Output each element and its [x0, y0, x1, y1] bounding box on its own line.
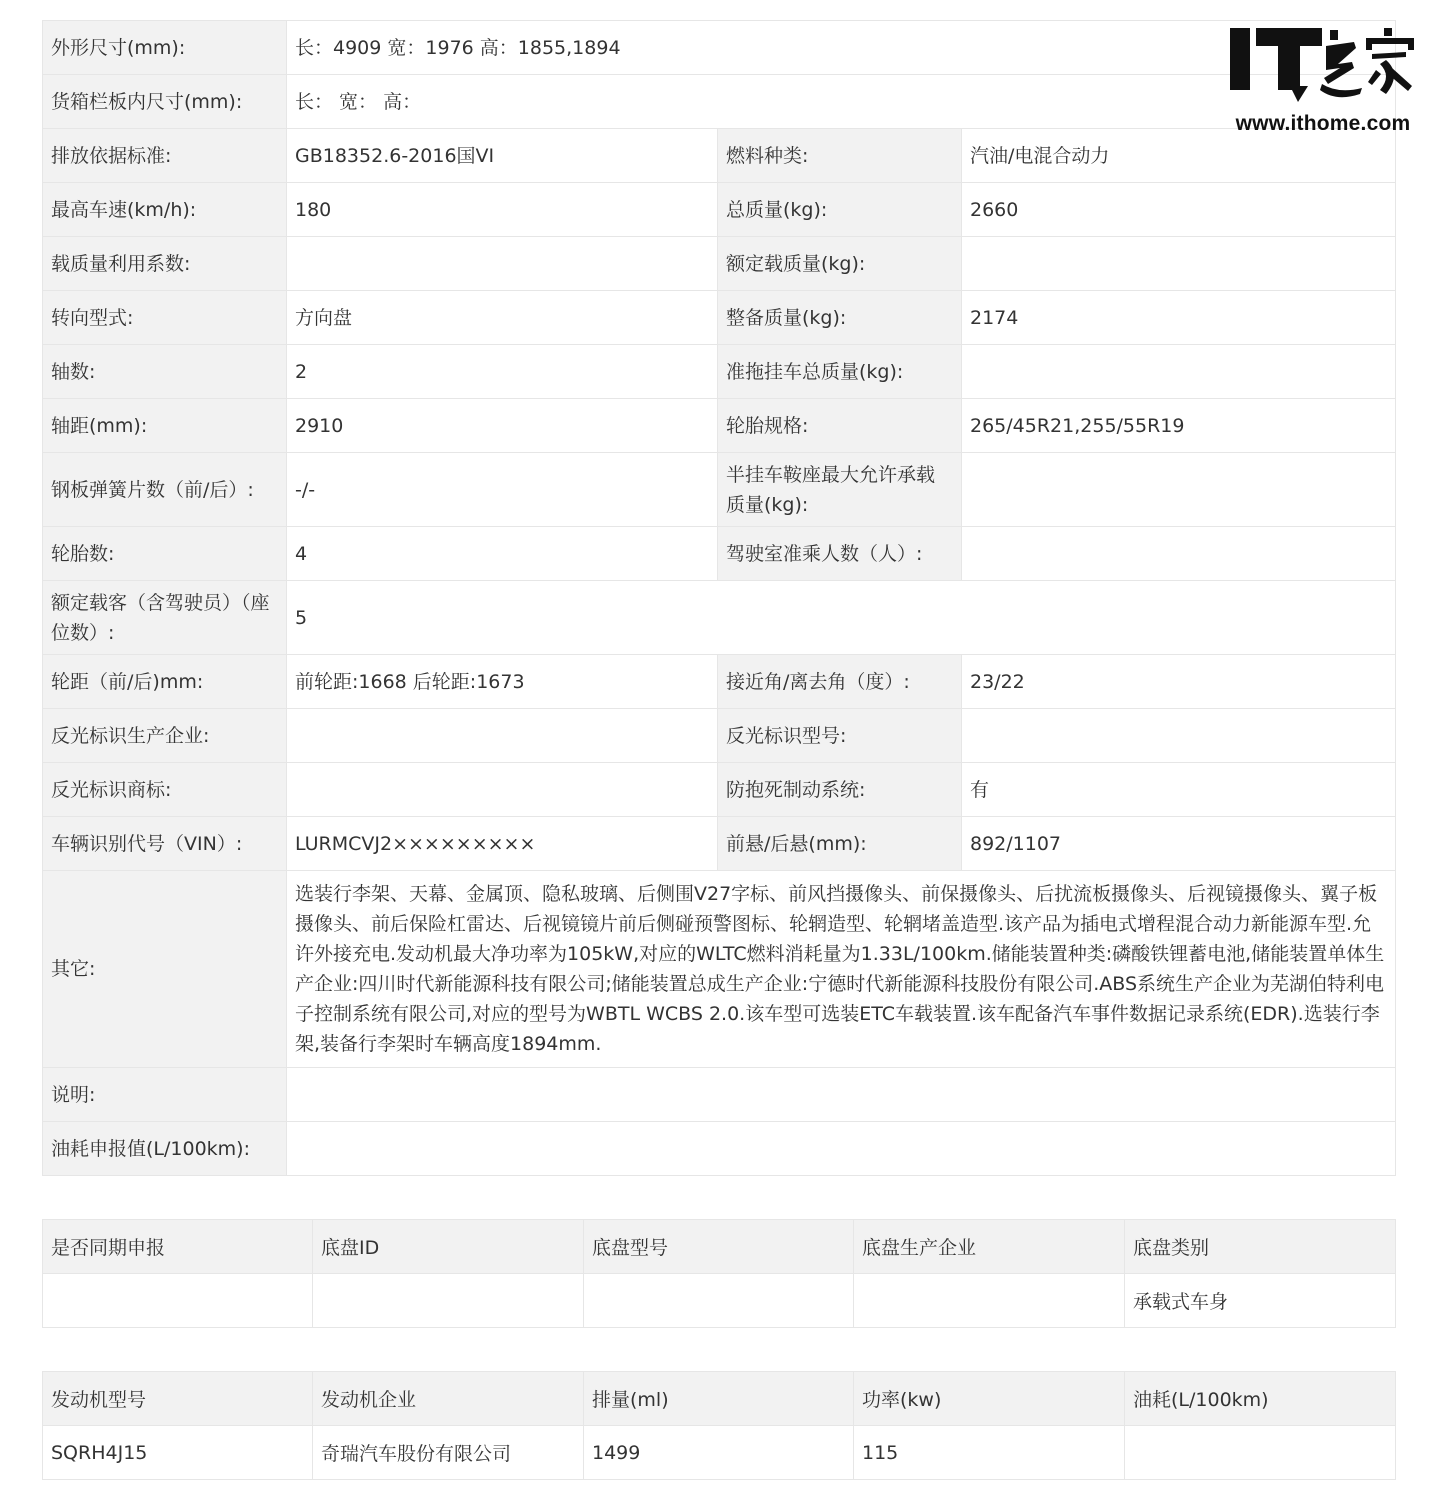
tire-count-value: 4 — [287, 527, 718, 581]
chassis-table — [42, 1219, 1396, 1328]
fuel-type-value: 汽油/电混合动力 — [962, 129, 1396, 183]
table-row — [43, 709, 1396, 763]
chassis-header-cell: 底盘型号 — [584, 1220, 854, 1274]
chassis-cell — [43, 1274, 313, 1328]
table-row — [43, 655, 1396, 709]
max-speed-label: 最高车速(km/h): — [43, 183, 287, 237]
spec-table — [42, 20, 1396, 1176]
other-label: 其它: — [43, 871, 287, 1068]
overhang-value: 892/1107 — [962, 817, 1396, 871]
steering-label: 转向型式: — [43, 291, 287, 345]
cargo-box-label: 货箱栏板内尺寸(mm): — [43, 75, 287, 129]
engine-cell: 奇瑞汽车股份有限公司 — [313, 1426, 584, 1480]
leaf-springs-label: 钢板弹簧片数（前/后）: — [43, 453, 287, 527]
table-row — [43, 399, 1396, 453]
ithome-logo-icon — [1226, 24, 1420, 110]
notes-value — [287, 1068, 1396, 1122]
table-row — [43, 1274, 1396, 1328]
abs-label: 防抱死制动系统: — [718, 763, 962, 817]
trailer-mass-value — [962, 345, 1396, 399]
chassis-cell — [313, 1274, 584, 1328]
cab-passengers-label: 驾驶室准乘人数（人）: — [718, 527, 962, 581]
tire-spec-value: 265/45R21,255/55R19 — [962, 399, 1396, 453]
total-mass-label: 总质量(kg): — [718, 183, 962, 237]
engine-header-cell: 发动机企业 — [313, 1372, 584, 1426]
engine-header-cell: 功率(kw) — [854, 1372, 1125, 1426]
wheelbase-value: 2910 — [287, 399, 718, 453]
engine-header-cell: 发动机型号 — [43, 1372, 313, 1426]
chassis-cell: 承载式车身 — [1125, 1274, 1396, 1328]
tire-count-label: 轮胎数: — [43, 527, 287, 581]
other-value: 选装行李架、天幕、金属顶、隐私玻璃、后侧围V27字标、前风挡摄像头、前保摄像头、后扰流板摄像头、后视镜摄像头、翼子板摄像头、前后保险杠雷达、后视镜镜片前后侧碰预警图标、轮辋造型、轮辋堵盖造型.该产品为插电式增程混合动力新能源车型.允许外接充电.发动机最大净功率为105kW,对应的WLTC燃料消耗量为1.33L/100km.储能装置种类:磷酸铁锂蓄电池,储能装置单体生产企业:四川时代新能源科技有限公司;储能装置总成生产企业:宁德时代新能源科技股份有限公司.ABS系统生产企业为芜湖伯特利电子控制系统有限公司,对应的型号为WBTL WCBS 2.0.该车型可选装ETC车载装置.该车配备汽车事件数据记录系统(EDR).选装行李架,装备行李架时车辆高度1894mm. — [287, 871, 1396, 1068]
table-row — [43, 291, 1396, 345]
rated-passengers-label: 额定载客（含驾驶员）（座位数）: — [43, 581, 287, 655]
table-row — [43, 1068, 1396, 1122]
steering-value: 方向盘 — [287, 291, 718, 345]
table-row — [43, 581, 1396, 655]
table-row — [43, 453, 1396, 527]
fuel-type-label: 燃料种类: — [718, 129, 962, 183]
vin-value: LURMCVJ2××××××××× — [287, 817, 718, 871]
table-row — [43, 237, 1396, 291]
table-header-row — [43, 1220, 1396, 1274]
table-row — [43, 871, 1396, 1068]
table-header-row — [43, 1372, 1396, 1426]
curb-weight-label: 整备质量(kg): — [718, 291, 962, 345]
ithome-watermark — [1226, 24, 1420, 140]
table-row — [43, 345, 1396, 399]
fifth-wheel-value — [962, 453, 1396, 527]
fuel-consumption-value — [287, 1122, 1396, 1176]
fifth-wheel-label: 半挂车鞍座最大允许承载质量(kg): — [718, 453, 962, 527]
leaf-springs-value: -/- — [287, 453, 718, 527]
fuel-consumption-label: 油耗申报值(L/100km): — [43, 1122, 287, 1176]
track-label: 轮距（前/后)mm: — [43, 655, 287, 709]
watermark-url: www.ithome.com — [1235, 112, 1411, 135]
table-row — [43, 527, 1396, 581]
table-row — [43, 75, 1396, 129]
emission-standard-value: GB18352.6-2016国VI — [287, 129, 718, 183]
rated-load-label: 额定载质量(kg): — [718, 237, 962, 291]
reflector-model-label: 反光标识型号: — [718, 709, 962, 763]
engine-header-cell: 排量(ml) — [584, 1372, 854, 1426]
table-row — [43, 1426, 1396, 1480]
engine-cell: SQRH4J15 — [43, 1426, 313, 1480]
table-row — [43, 1122, 1396, 1176]
reflector-maker-label: 反光标识生产企业: — [43, 709, 287, 763]
table-row — [43, 763, 1396, 817]
total-mass-value: 2660 — [962, 183, 1396, 237]
overhang-label: 前悬/后悬(mm): — [718, 817, 962, 871]
engine-cell: 115 — [854, 1426, 1125, 1480]
chassis-cell — [854, 1274, 1125, 1328]
reflector-model-value — [962, 709, 1396, 763]
engine-header-cell: 油耗(L/100km) — [1125, 1372, 1396, 1426]
engine-cell: 1499 — [584, 1426, 854, 1480]
chassis-header-cell: 底盘类别 — [1125, 1220, 1396, 1274]
load-coefficient-label: 载质量利用系数: — [43, 237, 287, 291]
notes-label: 说明: — [43, 1068, 287, 1122]
approach-departure-value: 23/22 — [962, 655, 1396, 709]
table-row — [43, 183, 1396, 237]
reflector-brand-label: 反光标识商标: — [43, 763, 287, 817]
rated-passengers-value: 5 — [287, 581, 1396, 655]
dimensions-label: 外形尺寸(mm): — [43, 21, 287, 75]
track-value: 前轮距:1668 后轮距:1673 — [287, 655, 718, 709]
max-speed-value: 180 — [287, 183, 718, 237]
table-row — [43, 21, 1396, 75]
chassis-header-cell: 底盘ID — [313, 1220, 584, 1274]
emission-standard-label: 排放依据标准: — [43, 129, 287, 183]
chassis-header-cell: 是否同期申报 — [43, 1220, 313, 1274]
load-coefficient-value — [287, 237, 718, 291]
axles-value: 2 — [287, 345, 718, 399]
table-row — [43, 817, 1396, 871]
cab-passengers-value — [962, 527, 1396, 581]
reflector-brand-value — [287, 763, 718, 817]
dimensions-value: 长：4909 宽：1976 高：1855,1894 — [287, 21, 1396, 75]
cargo-box-value: 长： 宽： 高： — [287, 75, 1396, 129]
table-row — [43, 129, 1396, 183]
chassis-header-cell: 底盘生产企业 — [854, 1220, 1125, 1274]
engine-cell — [1125, 1426, 1396, 1480]
abs-value: 有 — [962, 763, 1396, 817]
trailer-mass-label: 准拖挂车总质量(kg): — [718, 345, 962, 399]
engine-table — [42, 1371, 1396, 1480]
rated-load-value — [962, 237, 1396, 291]
vin-label: 车辆识别代号（VIN）: — [43, 817, 287, 871]
reflector-maker-value — [287, 709, 718, 763]
approach-departure-label: 接近角/离去角（度）: — [718, 655, 962, 709]
curb-weight-value: 2174 — [962, 291, 1396, 345]
tire-spec-label: 轮胎规格: — [718, 399, 962, 453]
axles-label: 轴数: — [43, 345, 287, 399]
chassis-cell — [584, 1274, 854, 1328]
wheelbase-label: 轴距(mm): — [43, 399, 287, 453]
